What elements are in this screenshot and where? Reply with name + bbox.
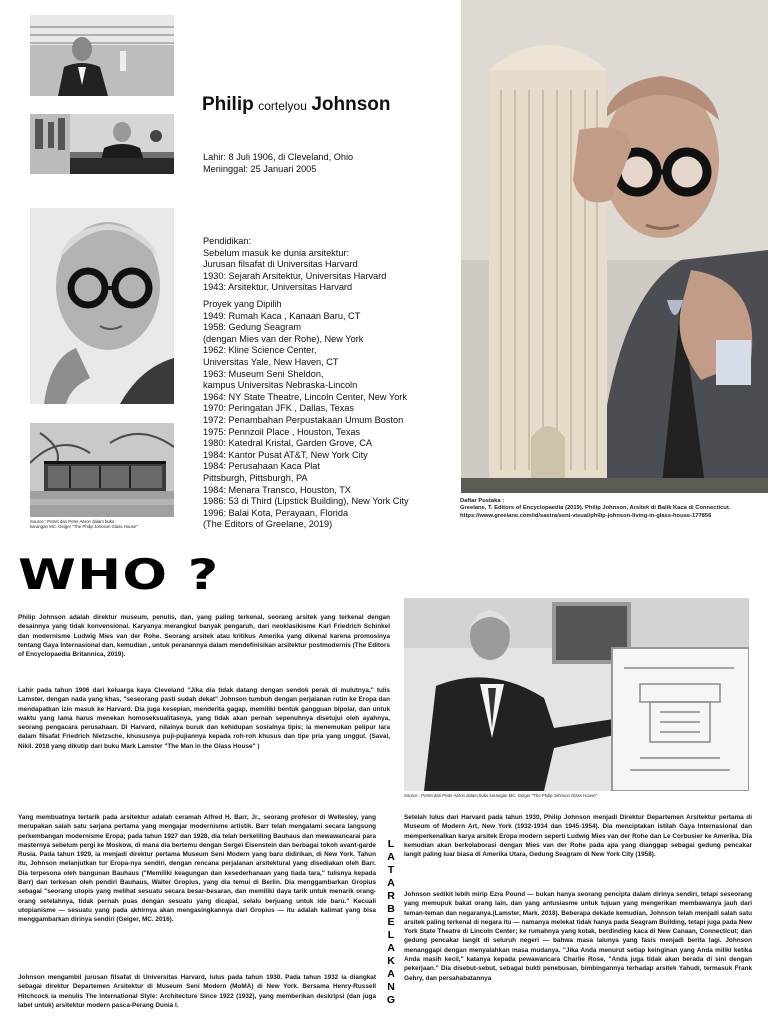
- project-line: 1984: Menara Transco, Houston, TX: [203, 484, 351, 495]
- bibliography-heading: Daftar Pustaka :: [460, 498, 505, 504]
- education-line: Jurusan filsafat di Universitas Harvard: [203, 259, 358, 270]
- project-line: 1980: Katedral Kristal, Garden Grove, CA: [203, 438, 373, 449]
- vertical-label-latar-belakang: [385, 838, 397, 1007]
- paragraph-moma: Setelah lulus dari Harvard pada tahun 1930, Philip Johnson menjadi Direktur Departemen Arsitektur pertama di Museum of Modern Art, New York (1932-1934 dan 1945-1954). Dia menciptakan istilah Gaya Internasional dan memperkenalkan karya arsitek Eropa modern seperti Ludwig Mies van der Rohe dan Le Corbusier ke Amerika. Dia kemudian akan berkolaborasi dengan Mies van der Rohe pada apa yang dianggap sebagai gedung pencakar langit paling luar biasa di Amerika Utara, Gedung Seagram di New York City (1958).: [404, 814, 752, 859]
- caption-right-photo: Source : Potret dari Peter Aaron dalam buku karangan MC. Geiger "The Philip Johnson Glass House": [404, 793, 598, 798]
- project-line: 1986: 53 di Third (Lipstick Building), New York City: [203, 496, 409, 507]
- born-line: Lahir: 8 Juli 1906, di Cleveland, Ohio: [203, 152, 354, 162]
- education-line: Sebelum masuk ke dunia arsitektur:: [203, 247, 350, 258]
- project-line: 1984: Perusahaan Kaca Plat: [203, 461, 320, 472]
- education-heading: Pendidikan:: [203, 236, 252, 246]
- paragraph-early-life: Lahir pada tahun 1906 dari keluarga kaya Cleveland "Jika dia tidak datang dengan sendok perak di mulutnya," tulis Lamster, dengan nada yang khas, "seseorang pasti sudah dekat" Johnson tumbuh dengan perjalanan rutin ke Eropa dan mendapatkan izin masuk ke Harvard. Dia juga kesepian, menderita gagap, memiliki bentuk gangguan bipolar, dan untuk waktu yang lama harus menekan homoseksualitasnya, yang tidak akan pernah sepenuhnya disetujui oleh ayahnya, seorang pengacara perusahaan. Di Harvard, nilainya buruk dan kehidupan sosialnya tipis; ia menemukan pelipur lara dalam filsafat Friedrich Nietzsche, khususnya puji-pujiannya kepada roh-roh khusus dan tipe pria yang unggul. (Saval, Nikil. 2018 yang dikutip dari buku Mark Lamster "The Man in the Glass House" ): [18, 687, 390, 750]
- photo-at-desk: [30, 114, 174, 174]
- project-line: 1972: Penambahan Perpustakaan Umum Boston: [203, 414, 404, 425]
- paragraph-harvard: Johnson mengambil jurusan filsafat di Universitas Harvard, lulus pada tahun 1930. Pada tahun 1932 ia diangkat sebagai direktur Departemen Arsitektur di Museum Seni Modern (MoMA) di New York. Bersama Henry-Russell Hitchcock ia menulis The International Style: Architecture Since 1922 (1932), yang memberikan deskripsi (dan juga label untuk) arsitektur modern pasca-Perang Dunia I.: [18, 974, 376, 1009]
- project-line: (dengan Mies van der Rohe), New York: [203, 333, 364, 344]
- project-line: 1964: NY State Theatre, Lincoln Center, New York: [203, 391, 407, 402]
- vertical-letter: E: [387, 916, 395, 928]
- education-line: 1930: Sejarah Arsitektur, Universitas Harvard: [203, 270, 387, 281]
- project-line: kampus Universitas Nebraska-Lincoln: [203, 380, 358, 391]
- bibliography: [460, 498, 760, 520]
- middle-name: cortelyou: [258, 99, 307, 113]
- who-heading: WHO ?: [18, 550, 220, 599]
- project-line: 1962: Kline Science Center,: [203, 345, 317, 356]
- vertical-letter: K: [387, 955, 395, 967]
- education-section: [203, 236, 386, 294]
- bio-dates: [203, 152, 353, 175]
- photo-portrait-building: [30, 15, 174, 96]
- vertical-letter: A: [387, 968, 395, 980]
- paragraph-influences: Yang membuatnya tertarik pada arsitektur adalah ceramah Alfred H. Barr, Jr., seorang profesor di Wellesley, yang merupakan salah satu sarjana pertama yang mengajar modernisme artistik. Barr telah mengalami secara langsung perkembangan modernisme Eropa; pada tahun 1927 dan 1928, dia telah berkeliling Bauhaus dan mewawancarai para masternya sebelum pergi ke Moskow, di mana dia bertemu dengan Sergei Eisenstein dan berbagai tokoh avant-garde Rusia. Pada tahun 1929, ia menjadi direktur pertama Museum Seni Modern yang baru didirikan, di New York. Tahun itu, Johnson melanjutkan tur Eropa-nya sendiri, dengan rencana perjalanan arsitektural yang disediakan oleh Barr. Dia terpesona oleh bangunan Bauhaus ("Memiliki keagungan dan kesederhanaan yang tiada tara," tulisnya kepada Barr) dan terkesan oleh pendiri Bauhaus, Walter Gropius, yang dia temui di Berlin. Dia menggambarkan Gropius sebagai "seorang utopis yang melihat sesuatu secara besar-besaran, dan memiliki daya tarik untuk menarik orang-orang setelahnya, tidak pernah puas dengan sesuatu yang dicapai, selalu berjuang untuk ide baru." Kecuali utopianisme — sesuatu yang pada akhirnya akan mengasingkannya dari Gropius — itu adalah kalimat yang bisa menggambarkan dirinya sendiri (Geiger, MC. 2016).: [18, 814, 376, 924]
- project-line: Pittsburgh, Pittsburgh, PA: [203, 472, 308, 483]
- paragraph-later-career: Johnson sedikit lebih mirip Ezra Pound — bukan hanya seorang pencipta dalam dirinya sendiri, tetapi seseorang yang memupuk bakat orang lain, dan yang antusiasme untuk tujuan yang mengerikan membawanya jauh dari teman-teman dan negaranya.(Lamster, Mark. 2018). Beberapa dekade kemudian, Johnson telah menjadi salah satu arsitek paling terkenal di negara itu — namanya melekat tidak hanya pada Seagram Building, tetapi juga pada New York State Theatre di Lincoln Center; ke rumahnya yang kotak, berdinding kaca di New Canaan, Connecticut; dan gedung pencakar langit di seluruh negeri — bahwa masa lalunya yang fasis menjadi berita lagi. Johnson menanggapi dengan menyalahkan masa mudanya. "Jika Anda menurut setiap keinginan yang Anda miliki ketika Anda masih kecil," katanya kepada pewawancara Charlie Rose, "Anda juga tidak akan berada di sini dengan pekerjaan." Dia disebut-sebut, sebagai bukti penebusan, bimbingannya terhadap arsitek Yahudi, termasuk Frank Gehry, dan persahabatannya: [404, 891, 752, 982]
- last-name: Johnson: [311, 94, 391, 115]
- vertical-letter: R: [387, 890, 395, 902]
- project-line: 1996: Balai Kota, Perayaan, Florida: [203, 507, 349, 518]
- project-line: 1970: Peringatan JFK , Dallas, Texas: [203, 403, 354, 414]
- vertical-letter: A: [387, 851, 395, 863]
- photo-presenting-drawing: [404, 598, 749, 791]
- project-line: 1958: Gedung Seagram: [203, 322, 302, 333]
- caption-left-line1: Source : Potret dari Peter Aaron dalam buku: [30, 519, 115, 524]
- vertical-letter: L: [387, 929, 395, 941]
- vertical-letter: L: [387, 838, 395, 850]
- died-line: Meninggal: 25 Januari 2005: [203, 163, 317, 174]
- caption-left-line2: karangan MC. Geiger "The Philip Johnson Glass House": [30, 524, 138, 530]
- vertical-letter: A: [387, 942, 395, 954]
- photo-face-closeup: [30, 208, 174, 404]
- vertical-letter: B: [387, 903, 395, 915]
- vertical-letter: G: [386, 994, 396, 1006]
- project-line: (The Editors of Greelane, 2019): [203, 519, 333, 530]
- photo-holding-model: [461, 0, 768, 493]
- project-line: 1949: Rumah Kaca , Kanaan Baru, CT: [203, 310, 361, 321]
- education-line: 1943: Arsitektur, Universitas Harvard: [203, 282, 353, 293]
- project-line: 1984: Kantor Pusat AT&T, New York City: [203, 449, 368, 460]
- project-line: Universitas Yale, New Haven, CT: [203, 356, 339, 367]
- photo-glass-house: [30, 423, 174, 517]
- caption-left: [30, 519, 138, 530]
- vertical-letter: T: [387, 864, 395, 876]
- first-name: Philip: [202, 94, 254, 115]
- vertical-letter: A: [387, 877, 395, 889]
- page-title: [202, 94, 391, 116]
- bibliography-text: Greelane, T. Editors of Encyclopaedia (2019). Philip Johnson, Arsitek di Balik Kaca di Connecticut. https://www.greelane.com/id/sastra/seni-visual/philip-johnson-living-in-glass-house-177856: [460, 505, 731, 519]
- project-line: 1975: Pennzoil Place , Houston, Texas: [203, 426, 361, 437]
- projects-section: [203, 299, 409, 531]
- project-line: 1963: Museum Seni Sheldon,: [203, 368, 324, 379]
- vertical-letter: N: [387, 981, 395, 993]
- paragraph-intro: Philip Johnson adalah direktur museum, penulis, dan, yang paling terkenal, seorang arsitek yang terkenal dengan desainnya yang tidak konvensional. Karyanya merangkul banyak pengaruh, dari neoklasikisme Karl Friedrich Schinkel dan modernisme Ludwig Mies van der Rohe. Seorang arsitek atau kritikus Amerika yang dikenal karena promosinya tentang Gaya Internasional dan, kemudian , untuk peranannya dalam mendefinisikan arsitektur postmodernis (The Editors of Encyclopaedia Britannica, 2019).: [18, 614, 390, 659]
- projects-heading: Proyek yang Dipilih: [203, 299, 282, 309]
